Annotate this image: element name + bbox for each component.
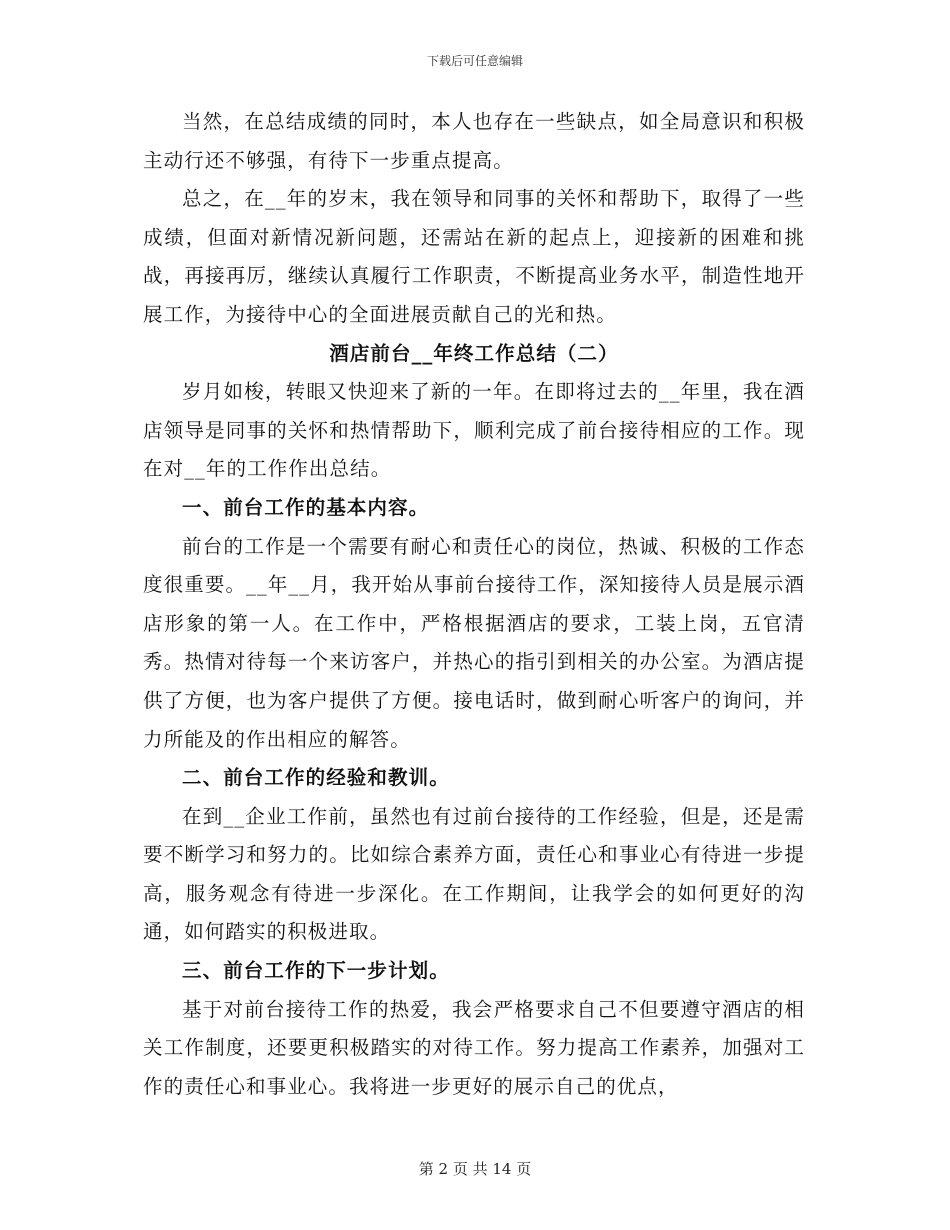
paragraph-2: 总之，在__年的岁末，我在领导和同事的关怀和帮助下，取得了一些成绩，但面对新情况新问题，还需站在新的起点上，迎接新的困难和挑战，再接再厉，继续认真履行工作职责，不断提高业务水平，制造性地开展工作，为接待中心的全面进展贡献自己的光和热。 [143, 187, 805, 326]
page-footer: 第 2 页 共 14 页 [418, 1160, 532, 1178]
document-body [143, 103, 805, 1106]
paragraph-4: 前台的工作是一个需要有耐心和责任心的岗位，热诚、积极的工作态度很重要。__年__月，我开始从事前台接待工作，深知接待人员是展示酒店形象的第一人。在工作中，严格根据酒店的要求，工装上岗，五官清秀。热情对待每一个来访客户，并热心的指引到相关的办公室。为酒店提供了方便，也为客户提供了方便。接电话时，做到耐心听客户的询问，并力所能及的作出相应的解答。 [143, 534, 805, 751]
paragraph-6: 基于对前台接待工作的热爱，我会严格要求自己不但要遵守酒店的相关工作制度，还要更积极踏实的对待工作。努力提高工作素养，加强对工作的责任心和事业心。我将进一步更好的展示自己的优点， [143, 997, 805, 1098]
paragraph-5: 在到__企业工作前，虽然也有过前台接待的工作经验，但是，还是需要不断学习和努力的。比如综合素养方面，责任心和事业心有待进一步提高，服务观念有待进一步深化。在工作期间，让我学会的如何更好的沟通，如何踏实的积极进取。 [143, 804, 805, 944]
section-title: 酒店前台__年终工作总结（二） [329, 341, 619, 365]
heading-1: 一、前台工作的基本内容。 [182, 495, 430, 519]
heading-3: 三、前台工作的下一步计划。 [182, 959, 450, 983]
paragraph-1: 当然，在总结成绩的同时，本人也存在一些缺点，如全局意识和积极主动行还不够强，有待下一步重点提高。 [143, 110, 805, 172]
heading-2: 二、前台工作的经验和教训。 [182, 766, 450, 790]
paragraph-3: 岁月如梭，转眼又快迎来了新的一年。在即将过去的__年里，我在酒店领导是同事的关怀和热情帮助下，顺利完成了前台接待相应的工作。现在对__年的工作作出总结。 [143, 380, 805, 481]
header-note: 下载后可任意编辑 [426, 54, 523, 68]
